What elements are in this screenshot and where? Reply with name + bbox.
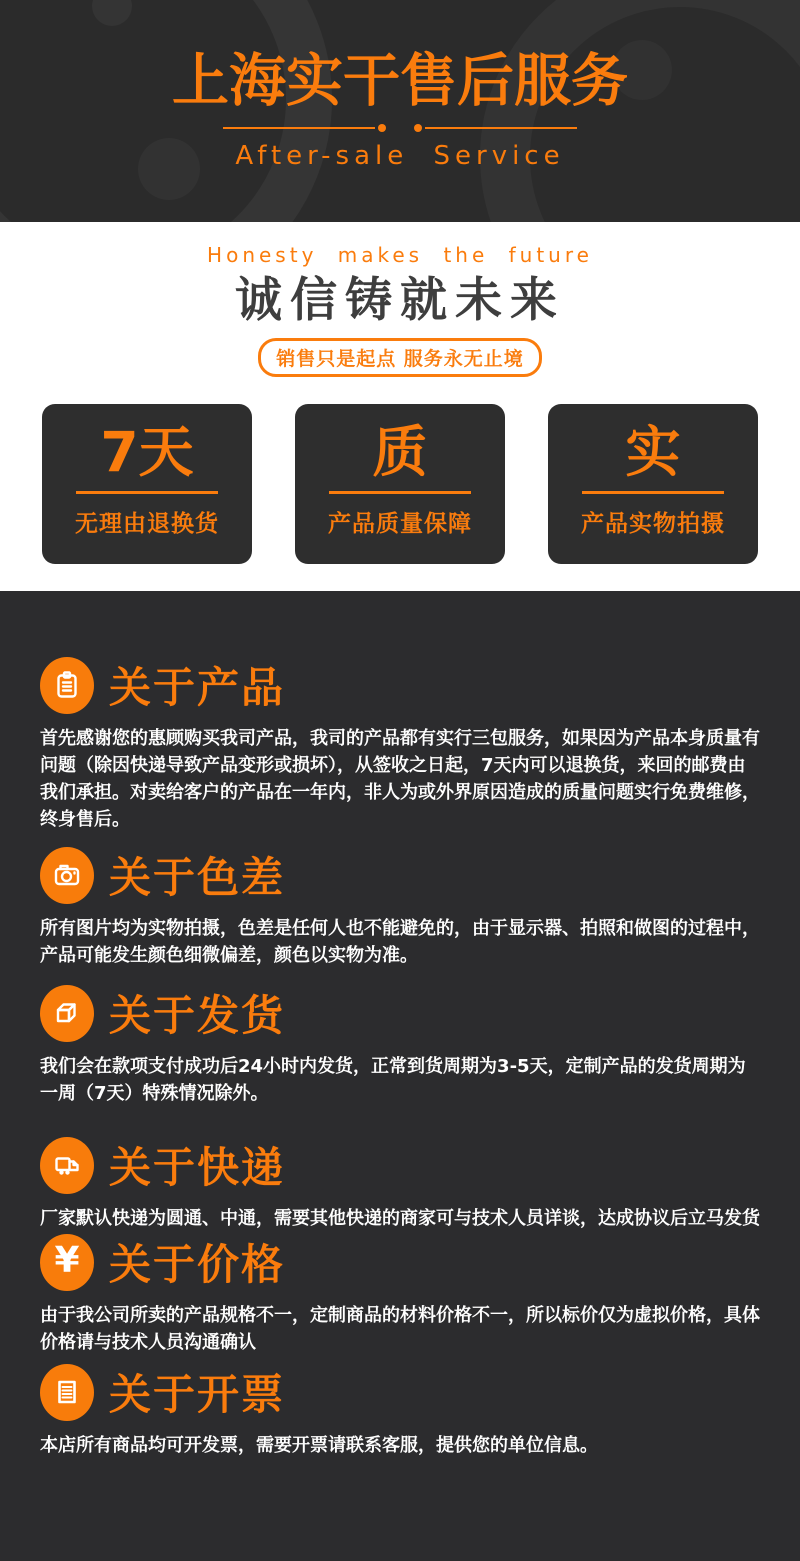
section-body: 厂家默认快递为圆通、中通，需要其他快递的商家可与技术人员详谈，达成协议后立马发货 (40, 1208, 760, 1229)
card-quality-guarantee (295, 404, 505, 564)
section-title: 关于产品 (109, 663, 286, 712)
card-label: 产品质量保障 (328, 510, 472, 537)
clipboard-icon (40, 657, 94, 714)
card-divider (582, 491, 724, 494)
section-about-product (40, 655, 760, 833)
section-about-price (40, 1232, 760, 1356)
section-body: 我们会在款项支付成功后24小时内发货，正常到货周期为3-5天，定制产品的发货周期为一周（7天）特殊情况除外。 (40, 1056, 746, 1104)
section-title: 关于价格 (109, 1240, 286, 1289)
yen-icon (40, 1234, 94, 1291)
section-about-color (40, 845, 760, 969)
invoice-icon (40, 1364, 94, 1421)
section-about-shipping (40, 983, 760, 1107)
yen-glyph: ¥ (54, 1240, 80, 1281)
section-about-invoice (40, 1362, 760, 1459)
divider-line (223, 127, 375, 129)
service-details (0, 591, 800, 1561)
section-title: 关于色差 (109, 853, 286, 902)
card-divider (76, 491, 218, 494)
card-big-text: 实 (625, 419, 681, 484)
card-big-text: 7天 (100, 419, 194, 484)
section-title: 关于开票 (109, 1370, 286, 1419)
slogan-pill: 销售只是起点 服务永无止境 (258, 338, 542, 377)
card-label: 产品实物拍摄 (581, 510, 725, 537)
truck-icon (40, 1137, 94, 1194)
section-body: 本店所有商品均可开发票，需要开票请联系客服，提供您的单位信息。 (40, 1435, 598, 1456)
box-icon (40, 985, 94, 1042)
camera-icon (40, 847, 94, 904)
card-real-photos (548, 404, 758, 564)
card-big-text: 质 (372, 419, 428, 484)
title-divider (0, 124, 800, 132)
card-label: 无理由退换货 (75, 510, 219, 537)
divider-dot (378, 124, 386, 132)
divider-dot (414, 124, 422, 132)
intro-section (0, 222, 800, 591)
card-divider (329, 491, 471, 494)
tagline-english: Honesty makes the future (207, 243, 593, 267)
card-7day-return (42, 404, 252, 564)
section-body: 首先感谢您的惠顾购买我司产品，我司的产品都有实行三包服务，如果因为产品本身质量有问题（除因快递导致产品变形或损坏），从签收之日起，7天内可以退换货，来回的邮费由我们承担。对卖给客户的产品在一年内，非人为或外界原因造成的质量问题实行免费维修，终身售后。 (40, 728, 760, 830)
promise-cards (0, 404, 800, 564)
section-title: 关于发货 (109, 991, 286, 1040)
divider-line (425, 127, 577, 129)
section-body: 所有图片均为实物拍摄，色差是任何人也不能避免的，由于显示器、拍照和做图的过程中，产品可能发生颜色细微偏差，颜色以实物为准。 (40, 918, 760, 966)
page-subtitle: After-sale Service (235, 140, 565, 171)
section-body: 由于我公司所卖的产品规格不一，定制商品的材料价格不一，所以标价仅为虚拟价格，具体价格请与技术人员沟通确认 (40, 1305, 760, 1353)
page-title: 上海实干售后服务 (172, 48, 628, 114)
section-about-express (40, 1135, 760, 1232)
section-title: 关于快递 (109, 1143, 286, 1192)
tagline-chinese: 诚信铸就未来 (235, 273, 565, 328)
header-banner (0, 0, 800, 222)
